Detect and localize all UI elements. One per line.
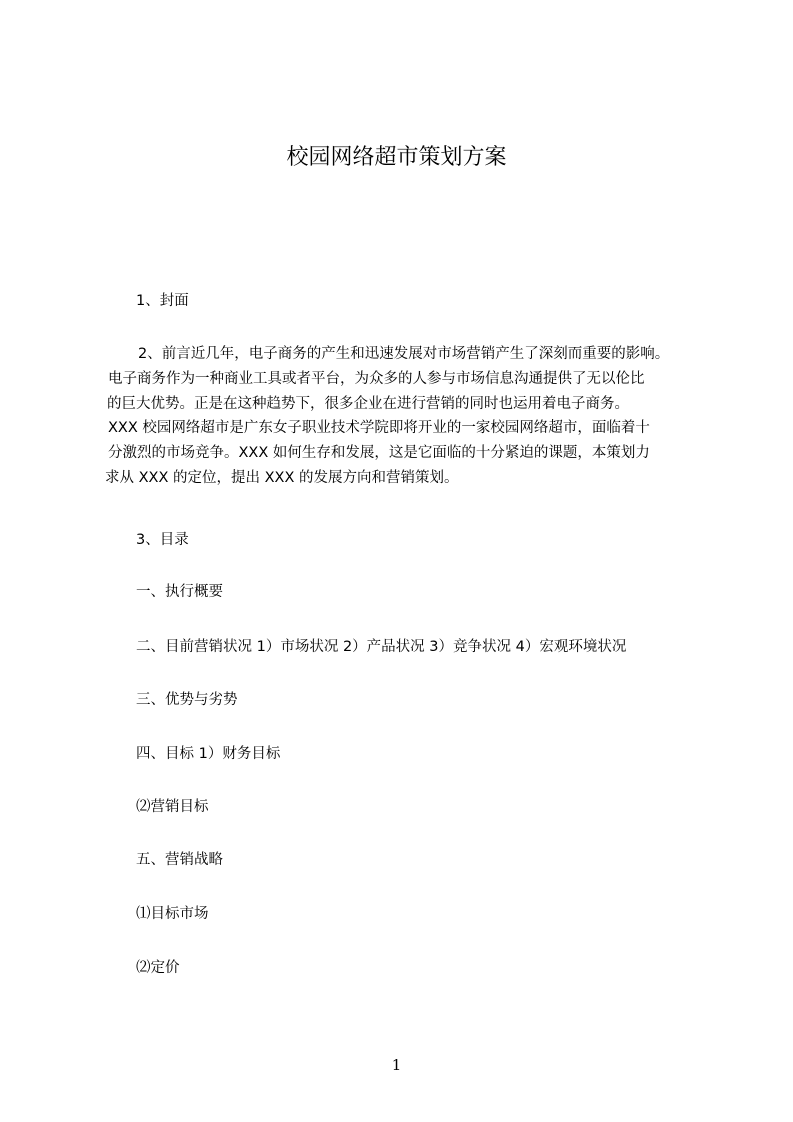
preface-paragraph <box>105 342 669 491</box>
preface-line: 分激烈的市场竞争。XXX 如何生存和发展，这是它面临的十分紧迫的课题，本策划力 <box>108 445 650 462</box>
document-title: 校园网络超市策划方案 <box>286 145 507 170</box>
toc-item: 五、营销战略 <box>136 852 223 868</box>
preface-line: 求从 XXX 的定位，提出 XXX 的发展方向和营销策划。 <box>105 469 459 486</box>
toc-item: 四、目标 1）财务目标 <box>136 746 281 762</box>
preface-line: XXX 校园网络超市是广东女子职业技术学院即将开业的一家校园网络超市，面临着十 <box>108 420 650 437</box>
preface-line: 电子商务作为一种商业工具或者平台，为众多的人参与市场信息沟通提供了无以伦比 <box>108 370 645 387</box>
section-toc-heading: 3、目录 <box>136 532 189 548</box>
toc-item: 一、执行概要 <box>136 584 223 600</box>
toc-item: 三、优势与劣势 <box>136 692 238 708</box>
toc-item: ⑵营销目标 <box>136 799 209 815</box>
toc-item: 二、目前营销状况 1）市场状况 2）产品状况 3）竞争状况 4）宏观环境状况 <box>136 639 627 655</box>
toc-item: ⑵定价 <box>136 960 180 976</box>
page-number: 1 <box>391 1056 402 1074</box>
toc-item: ⑴目标市场 <box>136 906 209 922</box>
section-cover: 1、封面 <box>136 293 189 309</box>
preface-line: 的巨大优势。正是在这种趋势下，很多企业在进行营销的同时也运用着电子商务。 <box>107 395 629 412</box>
preface-line: 2、前言近几年，电子商务的产生和迅速发展对市场营销产生了深刻而重要的影响。 <box>138 346 670 362</box>
